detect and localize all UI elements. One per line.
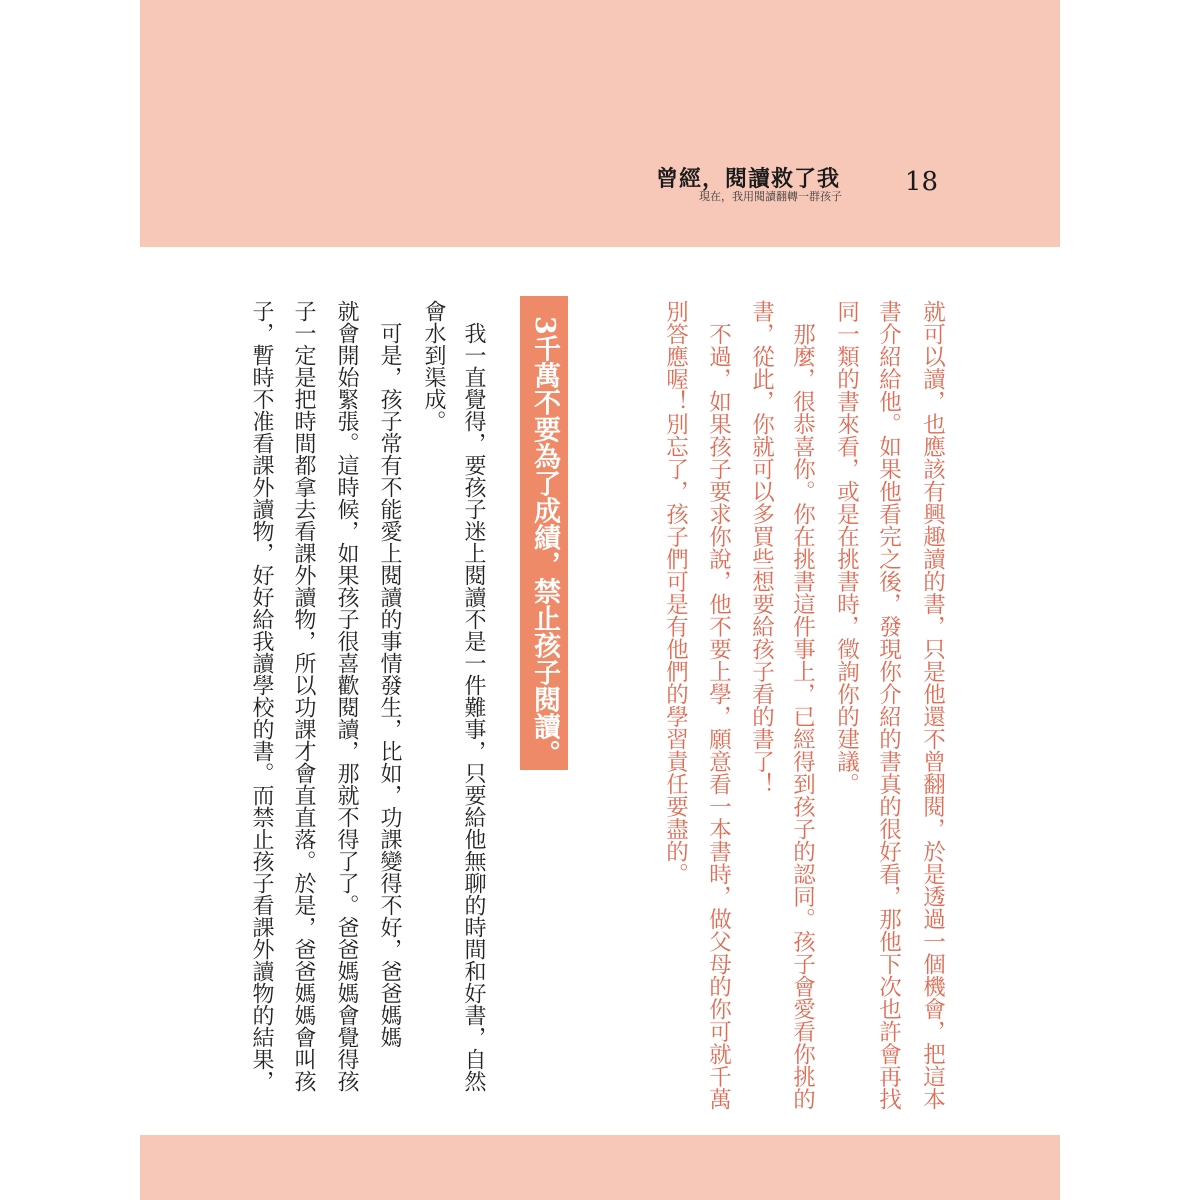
red-text-line: 同一類的書來看，或是在挑書時，徵詢你的建議。: [833, 300, 860, 795]
body-text-line: 會水到渠成。: [421, 300, 446, 432]
red-text-line: 書，從此，你就可以多買些想要給孩子看的書了！: [748, 300, 775, 795]
book-page: [140, 0, 1060, 1200]
body-text-line: 子一定是把時間都拿去看課外讀物，所以功課才會直直落。於是，爸爸媽媽會叫孩: [291, 300, 316, 1092]
body-text-line: 我一直覺得，要孩子迷上閱讀不是一件難事，只要給他無聊的時間和好書，自然: [461, 300, 486, 1092]
body-text-line: 子，暫時不准看課外讀物，好好給我讀學校的書。而禁止孩子看課外讀物的結果，: [249, 300, 274, 1092]
page-number: 18: [904, 167, 938, 197]
book-subtitle: 現在，我用閱讀翻轉一群孩子: [699, 190, 842, 203]
book-title: 曾經，閱讀救了我: [655, 166, 840, 192]
body-text-line: 就會開始緊張。這時候，如果孩子很喜歡閱讀，那就不得了了。爸爸媽媽會覺得孩: [334, 300, 359, 1092]
body-text-line: 可是，孩子常有不能愛上閱讀的事情發生，比如，功課變得不好，爸爸媽媽: [377, 300, 402, 1048]
section-heading-box: [520, 296, 568, 770]
red-text-line: 書介紹給他。如果他看完之後，發現你介紹的書真的很好看，那他下次也許會再找: [875, 300, 902, 1110]
footer-band: [140, 1135, 1060, 1200]
red-text-line: 不過，如果孩子要求你說，他不要上學，願意看一本書時，做父母的你可就千萬: [705, 300, 732, 1110]
red-text-line: 就可以讀，也應該有興趣讀的書，只是他還不曾翻閱，於是透過一個機會，把這本: [919, 300, 946, 1110]
section-heading: 3千萬不要為了成績，禁止孩子閱讀。: [529, 316, 560, 767]
header-band: [140, 0, 1060, 247]
red-text-line: 別答應喔！別忘了，孩子們可是有他們的學習責任要盡的。: [662, 300, 689, 885]
red-text-line: 那麼，很恭喜你。你在挑書這件事上，已經得到孩子的認同。孩子會愛看你挑的: [789, 300, 816, 1110]
